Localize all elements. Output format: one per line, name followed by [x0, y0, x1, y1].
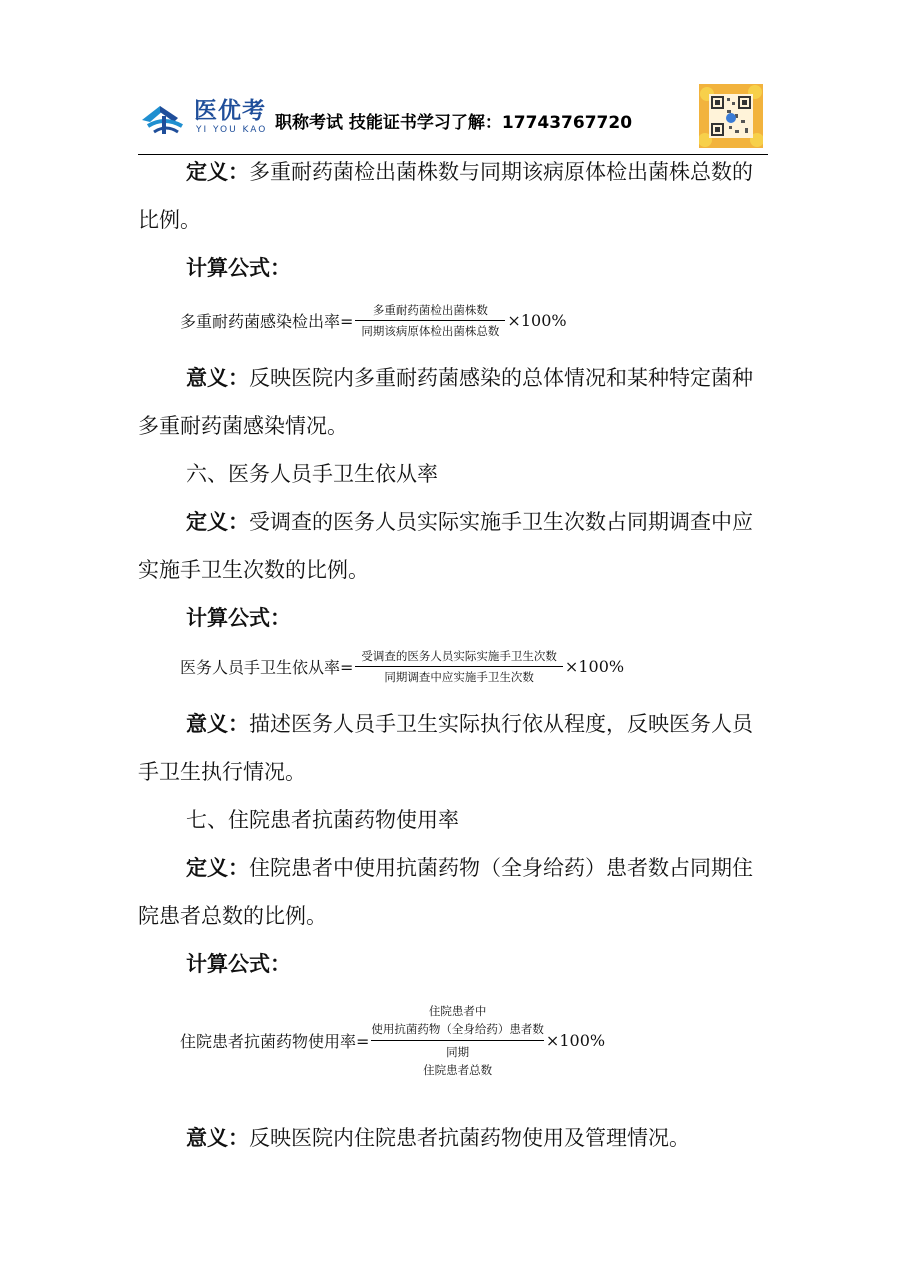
formula-lhs: 多重耐药菌感染检出率=: [180, 312, 354, 331]
fraction: [355, 302, 505, 339]
logo-icon: [138, 98, 190, 138]
definition-label: 定义：: [186, 856, 249, 880]
numerator: 受调查的医务人员实际实施手卫生次数: [361, 649, 557, 663]
numerator-line-2: 使用抗菌药物（全身给药）患者数: [371, 1022, 544, 1036]
numerator-line-1: 住院患者中: [428, 1004, 487, 1018]
significance-paragraph: [138, 354, 770, 450]
formula-multiplier: ×100%: [507, 311, 567, 330]
definition-text: 受调查的医务人员实际实施手卫生次数占同期调查中应实施手卫生次数的比例。: [138, 510, 753, 582]
formula-heading: [138, 594, 770, 642]
denominator: 同期调查中应实施手卫生次数: [384, 670, 534, 684]
significance-label: 意义：: [186, 1126, 249, 1150]
definition-label: 定义：: [186, 160, 249, 184]
formula-heading: [138, 940, 770, 988]
definition-paragraph: [138, 498, 770, 594]
fraction-bar: [371, 1040, 544, 1041]
formula-hand-hygiene: [180, 648, 624, 685]
significance-text: 描述医务人员手卫生实际执行依从程度，反映医务人员手卫生执行情况。: [138, 712, 753, 784]
significance-paragraph: [138, 1114, 770, 1162]
numerator: 多重耐药菌检出菌株数: [372, 303, 488, 317]
fraction: [371, 1002, 544, 1079]
page-header: [138, 84, 768, 154]
definition-text: 住院患者中使用抗菌药物（全身给药）患者数占同期住院患者总数的比例。: [138, 856, 753, 928]
definition-label: 定义：: [186, 510, 249, 534]
formula-label: 计算公式：: [186, 952, 291, 976]
qr-code-icon: [699, 84, 763, 148]
formula-multiplier: ×100%: [545, 1031, 606, 1050]
denominator-line-1: 同期: [446, 1045, 470, 1059]
significance-label: 意义：: [186, 712, 249, 736]
significance-text: 反映医院内多重耐药菌感染的总体情况和某种特定菌种多重耐药菌感染情况。: [138, 366, 753, 438]
significance-text: 反映医院内住院患者抗菌药物使用及管理情况。: [249, 1126, 690, 1150]
promo-text: 职称考试 技能证书学习了解：17743767720: [275, 113, 633, 133]
formula-mdro: [180, 302, 567, 339]
formula-label: 计算公式：: [186, 606, 291, 630]
significance-label: 意义：: [186, 366, 249, 390]
brand-name-latin: YI YOU KAO: [196, 125, 268, 135]
formula-lhs: 住院患者抗菌药物使用率=: [180, 1032, 370, 1051]
denominator-line-2: 住院患者总数: [423, 1063, 493, 1077]
fraction-bar: [355, 666, 563, 667]
definition-paragraph: [138, 844, 770, 940]
fraction-bar: [355, 320, 505, 321]
formula-label: 计算公式：: [186, 256, 291, 280]
denominator: 同期该病原体检出菌株总数: [361, 324, 500, 338]
definition-paragraph: [138, 148, 770, 244]
section-heading-7: 七、住院患者抗菌药物使用率: [186, 808, 459, 832]
fraction: [355, 648, 563, 685]
formula-lhs: 医务人员手卫生依从率=: [180, 658, 354, 677]
definition-text: 多重耐药菌检出菌株数与同期该病原体检出菌株总数的比例。: [138, 160, 753, 232]
significance-paragraph: [138, 700, 770, 796]
section-heading-6: 六、医务人员手卫生依从率: [186, 462, 438, 486]
formula-heading: [138, 244, 770, 292]
formula-antibiotic-use: [180, 1002, 605, 1079]
formula-multiplier: ×100%: [564, 657, 625, 676]
brand-name: 医优考: [194, 98, 266, 124]
